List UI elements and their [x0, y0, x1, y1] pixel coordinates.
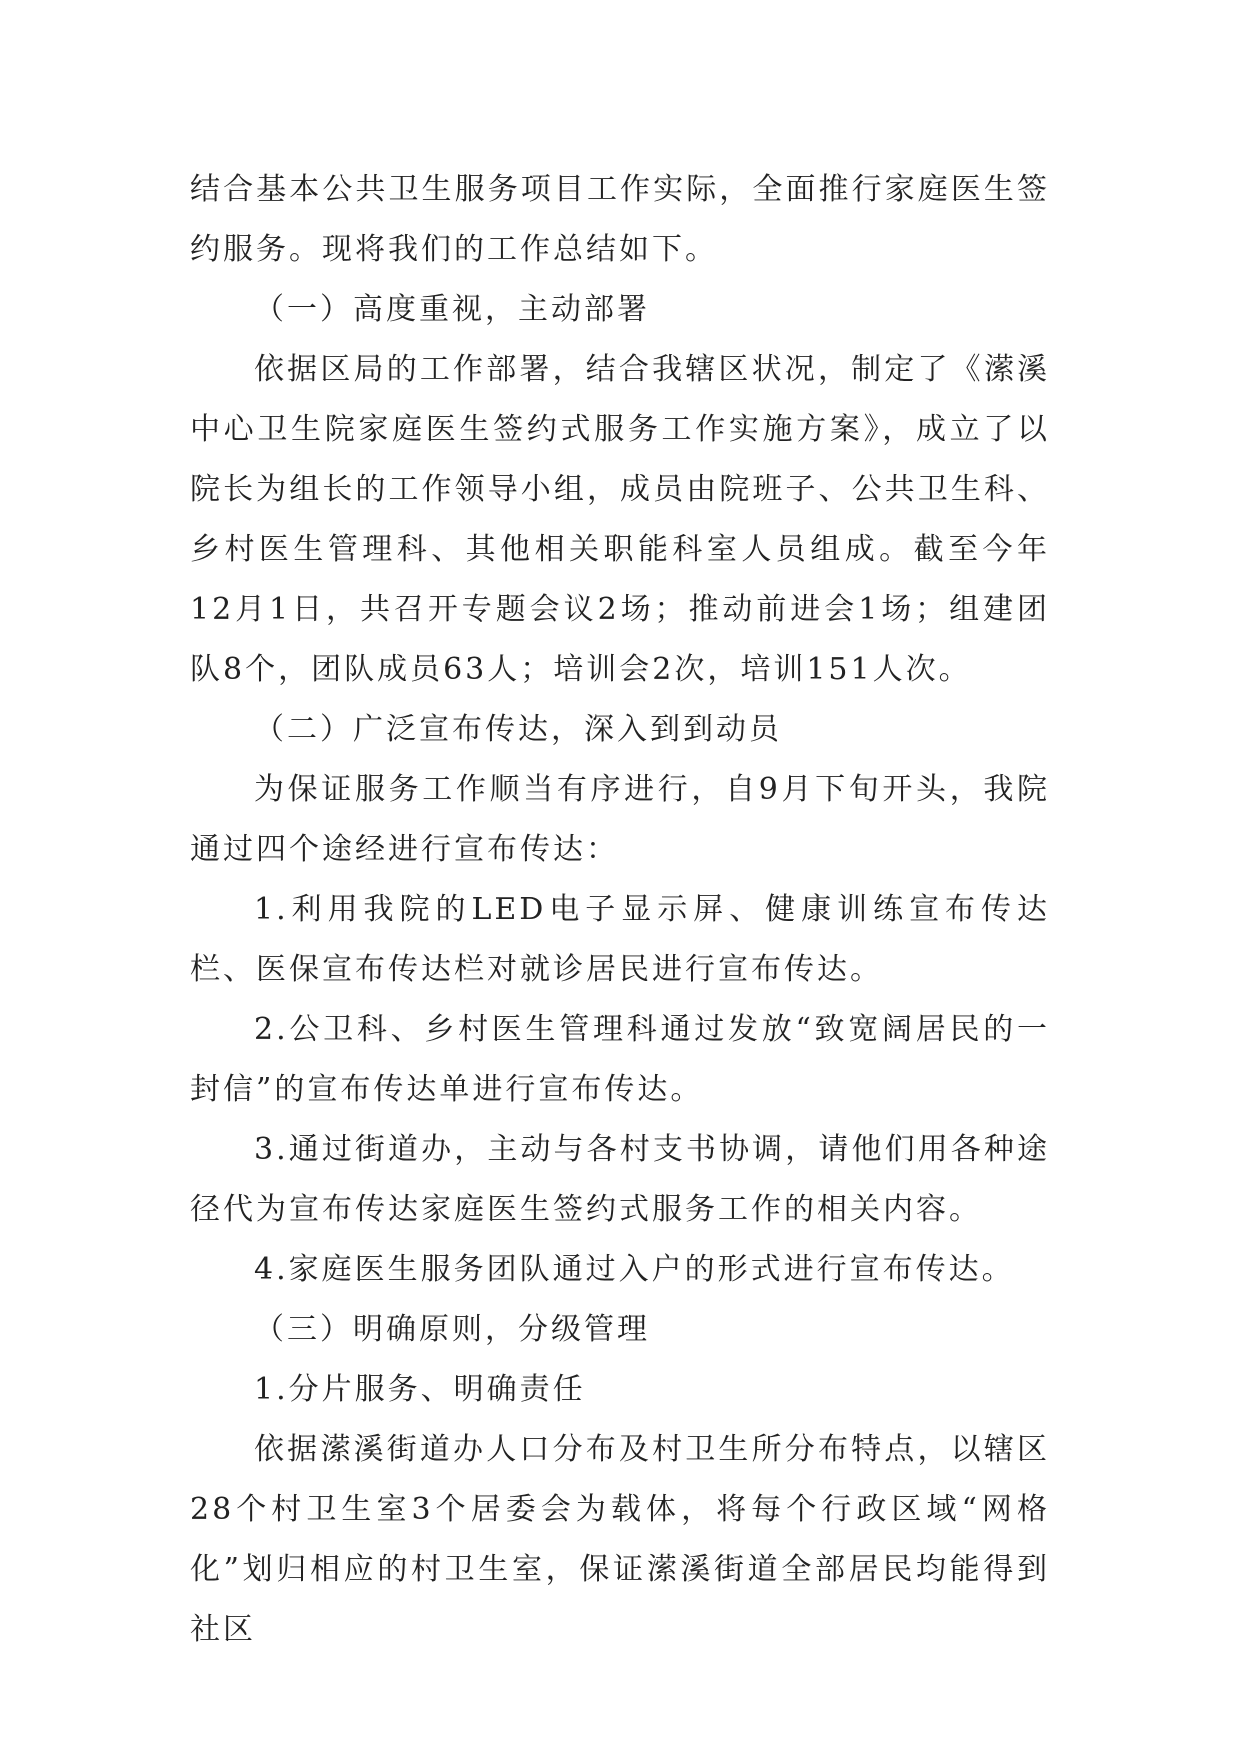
section-1-paragraph: 依据区局的工作部署，结合我辖区状况，制定了《潆溪中心卫生院家庭医生签约式服务工作实施方案》，成立了以院长为组长的工作领导小组，成员由院班子、公共卫生科、乡村医生管理科、其他相关职能科室人员组成。截至今年12月1日，共召开专题会议2场；推动前进会1场；组建团队8个，团队成员63人；培训会2次，培训151人次。	[190, 352, 1050, 687]
section-3-paragraph: 依据潆溪街道办人口分布及村卫生所分布特点，以辖区28个村卫生室3个居委会为载体，将每个行政区域“网格化”划归相应的村卫生室，保证潆溪街道全部居民均能得到社区	[190, 1432, 1050, 1647]
section-2-intro-paragraph: 为保证服务工作顺当有序进行，自9月下旬开头，我院通过四个途经进行宣布传达：	[190, 772, 1050, 867]
intro-paragraph: 结合基本公共卫生服务项目工作实际，全面推行家庭医生签约服务。现将我们的工作总结如下。	[190, 172, 1050, 267]
section-2-item-1: 1.利用我院的LED电子显示屏、健康训练宣布传达栏、医保宣布传达栏对就诊居民进行宣布传达。	[190, 892, 1050, 987]
section-heading-3: （三）明确原则，分级管理	[254, 1312, 650, 1347]
section-2-item-3: 3.通过街道办，主动与各村支书协调，请他们用各种途径代为宣布传达家庭医生签约式服务工作的相关内容。	[190, 1132, 1050, 1227]
section-heading-1: （一）高度重视，主动部署	[254, 292, 650, 327]
section-2-item-2: 2.公卫科、乡村医生管理科通过发放“致宽阔居民的一封信”的宣布传达单进行宣布传达。	[190, 1012, 1050, 1107]
section-heading-2: （二）广泛宣布传达，深入到到动员	[254, 712, 782, 747]
section-2-item-4: 4.家庭医生服务团队通过入户的形式进行宣布传达。	[254, 1252, 1015, 1287]
document-body	[190, 160, 1050, 1660]
section-3-subheading-1: 1.分片服务、明确责任	[254, 1372, 586, 1407]
